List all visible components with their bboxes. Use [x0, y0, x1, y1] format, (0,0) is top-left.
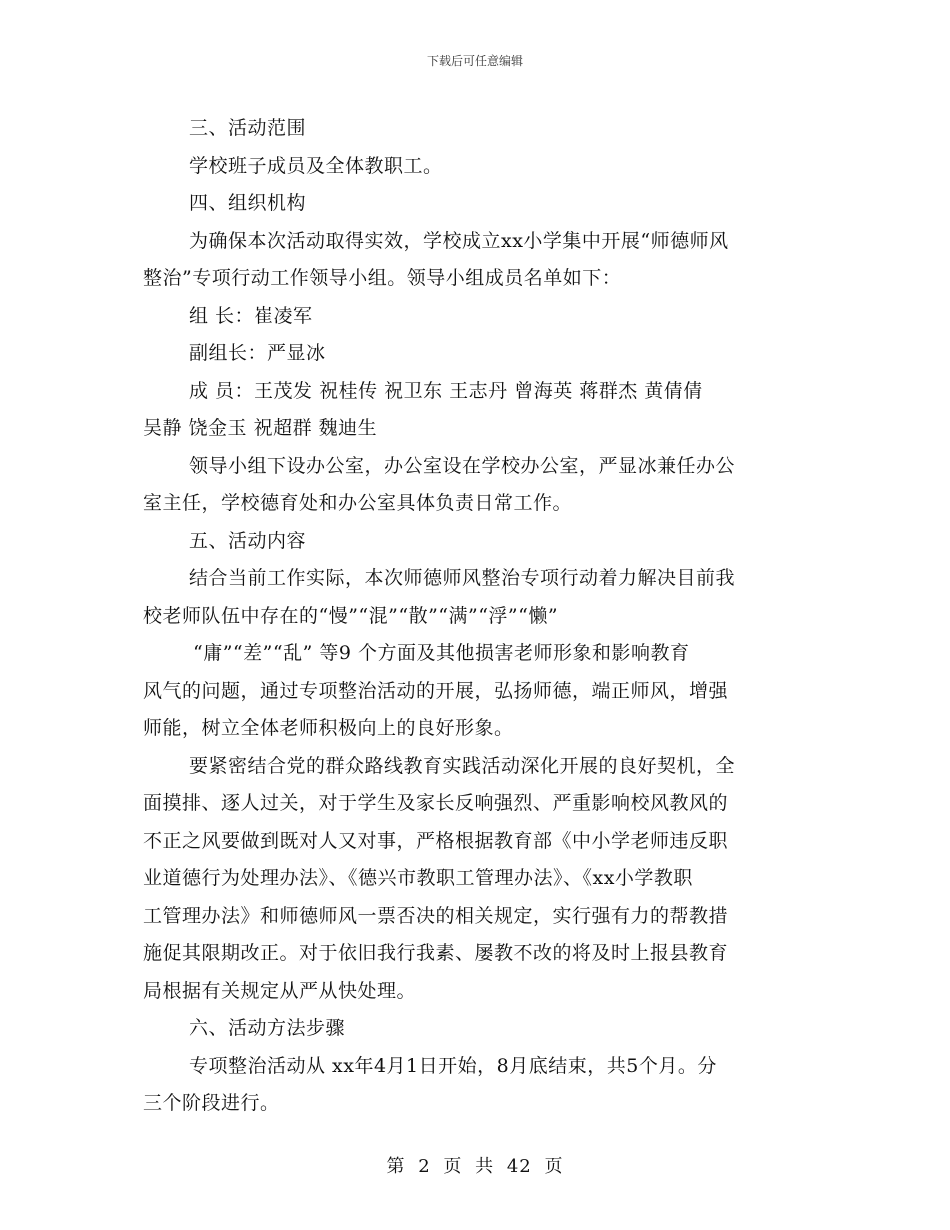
document-body — [143, 110, 811, 1123]
text-line: 要紧密结合党的群众路线教育实践活动深化开展的良好契机，全 — [189, 754, 736, 777]
text-line: 校老师队伍中存在的“慢”“混”“散”“满”“浮”“懒” — [143, 604, 559, 627]
text-line: 成 员：王茂发 祝桂传 祝卫东 王志丹 曾海英 蒋群杰 黄倩倩 — [189, 379, 703, 402]
text-line: 学校班子成员及全体教职工。 — [189, 154, 443, 177]
text-line: 室主任，学校德育处和办公室具体负责日常工作。 — [143, 492, 573, 514]
text-line: 业道德行为处理办法》、《德兴市教职工管理办法》、《xx小学教职 — [143, 867, 693, 889]
text-line: 三、活动范围 — [189, 117, 307, 139]
text-line: 师能，树立全体老师积极向上的良好形象。 — [143, 717, 514, 739]
page-header: 下载后可任意编辑 — [426, 54, 523, 68]
text-line: 面摸排、逐人过关，对于学生及家长反响强烈、严重影响校风教风的 — [143, 792, 729, 814]
text-line: 吴静 饶金玉 祝超群 魏迪生 — [143, 417, 378, 439]
text-line: 组 长：崔凌军 — [189, 304, 313, 327]
text-line: 整治”专项行动工作领导小组。领导小组成员名单如下： — [143, 267, 622, 289]
text-line: 结合当前工作实际，本次师德师风整治专项行动着力解决目前我 — [189, 567, 736, 589]
text-line: 副组长：严显冰 — [189, 342, 326, 364]
text-line: 四、组织机构 — [189, 192, 307, 214]
text-line: 三个阶段进行。 — [143, 1092, 280, 1114]
text-line: 工管理办法》和师德师风一票否决的相关规定，实行强有力的帮教措 — [143, 904, 729, 927]
text-line: 局根据有关规定从严从快处理。 — [143, 979, 417, 1002]
text-line: 风气的问题，通过专项整治活动的开展，弘扬师德，端正师风，增强 — [143, 679, 729, 702]
text-line: 专项整治活动从 xx年4月1日开始，8月底结束，共5个月。分 — [189, 1054, 717, 1077]
text-line: 五、活动内容 — [189, 529, 307, 552]
text-line: 六、活动方法步骤 — [189, 1017, 346, 1039]
text-line: 领导小组下设办公室，办公室设在学校办公室，严显冰兼任办公 — [189, 454, 736, 477]
text-line: 为确保本次活动取得实效，学校成立xx小学集中开展“师德师风 — [189, 229, 729, 252]
text-line: 不正之风要做到既对人又对事，严格根据教育部《中小学老师违反职 — [143, 829, 729, 852]
page-footer: 第 2 页 共 42 页 — [386, 1156, 564, 1177]
text-line: 施促其限期改正。对于依旧我行我素、屡教不改的将及时上报县教育 — [143, 942, 729, 964]
text-line: “庸”“差”“乱” 等9 个方面及其他损害老师形象和影响教育 — [193, 642, 690, 664]
